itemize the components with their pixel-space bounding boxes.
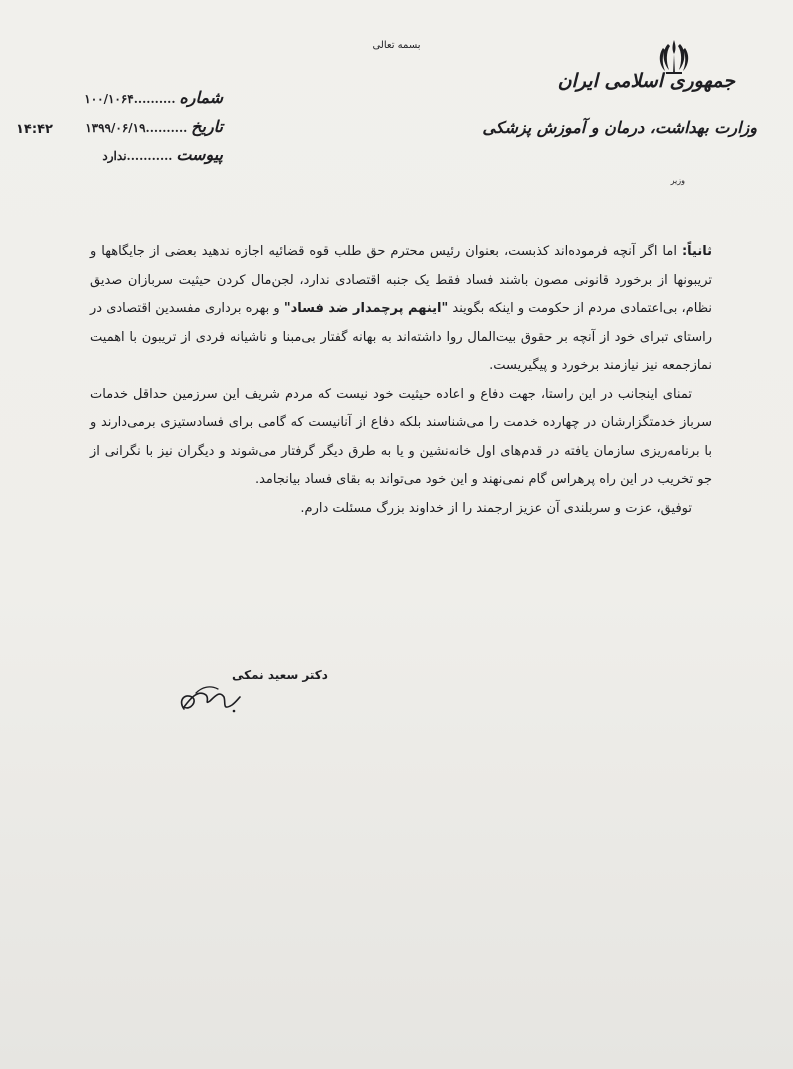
- paragraph-1-text-a: اما اگر آنچه فرموده‌اند کذبست، بعنوان رئیس محترم حق طلب قوه قضائیه اجازه ندهید بعضی از جایگاهها و تریبونها از برخورد قانونی مصون باشند فساد فقط یک جنبه اقتصادی ندارد، لجن‌مال کردن حیثیت سربازان صدیق نظام، بی‌اعتمادی مردم از حکومت و اینکه بگویند: [90, 244, 712, 316]
- paragraph-1-lead: ثانیاً:: [681, 244, 712, 259]
- number-value: ..........۱۰۰/۱۰۶۴: [84, 92, 176, 106]
- letter-date: [85, 117, 223, 136]
- paragraph-1-quote: "اینهم پرچمدار ضد فساد": [283, 301, 449, 316]
- org-name-line2: وزارت بهداشت، درمان و آموزش پزشکی: [482, 118, 757, 137]
- letter-attachment: [102, 145, 223, 164]
- paragraph-2: تمنای اینجانب در این راستا، جهت دفاع و اعاده حیثیت خود نیست که مردم شریف این سرزمین حداقل خدمات سرباز خدمتگزارشان در چهارده خدمت را می‌شناسند بلکه دفاع از آنانیست که گامی برای فسادستیزی برمی‌دارند و با برنامه‌ریزی سازمان یافته در قدم‌های اول خانه‌نشین و یا به طرق دیگر گرفتار می‌شوند و دیگران نیز با نگرانی از جو تخریب در این راه پرهراس گام نمی‌نهند و این خود می‌تواند به بقای فساد بیانجامد.: [90, 386, 712, 487]
- letter-number: [84, 88, 223, 107]
- office-title: وزیر: [670, 176, 685, 185]
- date-label: تاریخ: [191, 117, 223, 136]
- paragraph-1-text-b: و بهره برداری مفسدین اقتصادی در راستای تبرای خود از آنچه بر حقوق بیت‌المال روا داشته‌اند به بهانه گفتار بی‌مبنا و ناشیانه فردی از تریبون با اهمیت نمازجمعه نیز نیازمند برخورد و پیگیریست.: [90, 301, 712, 373]
- org-name-line1: جمهوری اسلامی ایران: [557, 70, 735, 92]
- basmala: بسمه تعالی: [372, 40, 421, 51]
- letter-body: [90, 238, 712, 523]
- attachment-value: ...........ندارد: [102, 149, 173, 163]
- margin-time: ۱۴:۴۲: [16, 122, 53, 137]
- number-label: شماره: [179, 88, 223, 107]
- attachment-label: پیوست: [176, 145, 223, 164]
- date-value: ..........۱۳۹۹/۰۶/۱۹: [85, 121, 188, 135]
- paragraph-3: توفیق، عزت و سربلندی آن عزیز ارجمند را از خداوند بزرگ مسئلت دارم.: [300, 500, 692, 516]
- paragraph-1: [90, 238, 712, 381]
- handwritten-signature: [176, 675, 246, 719]
- signatory-name: دکتر سعید نمکی: [232, 668, 328, 682]
